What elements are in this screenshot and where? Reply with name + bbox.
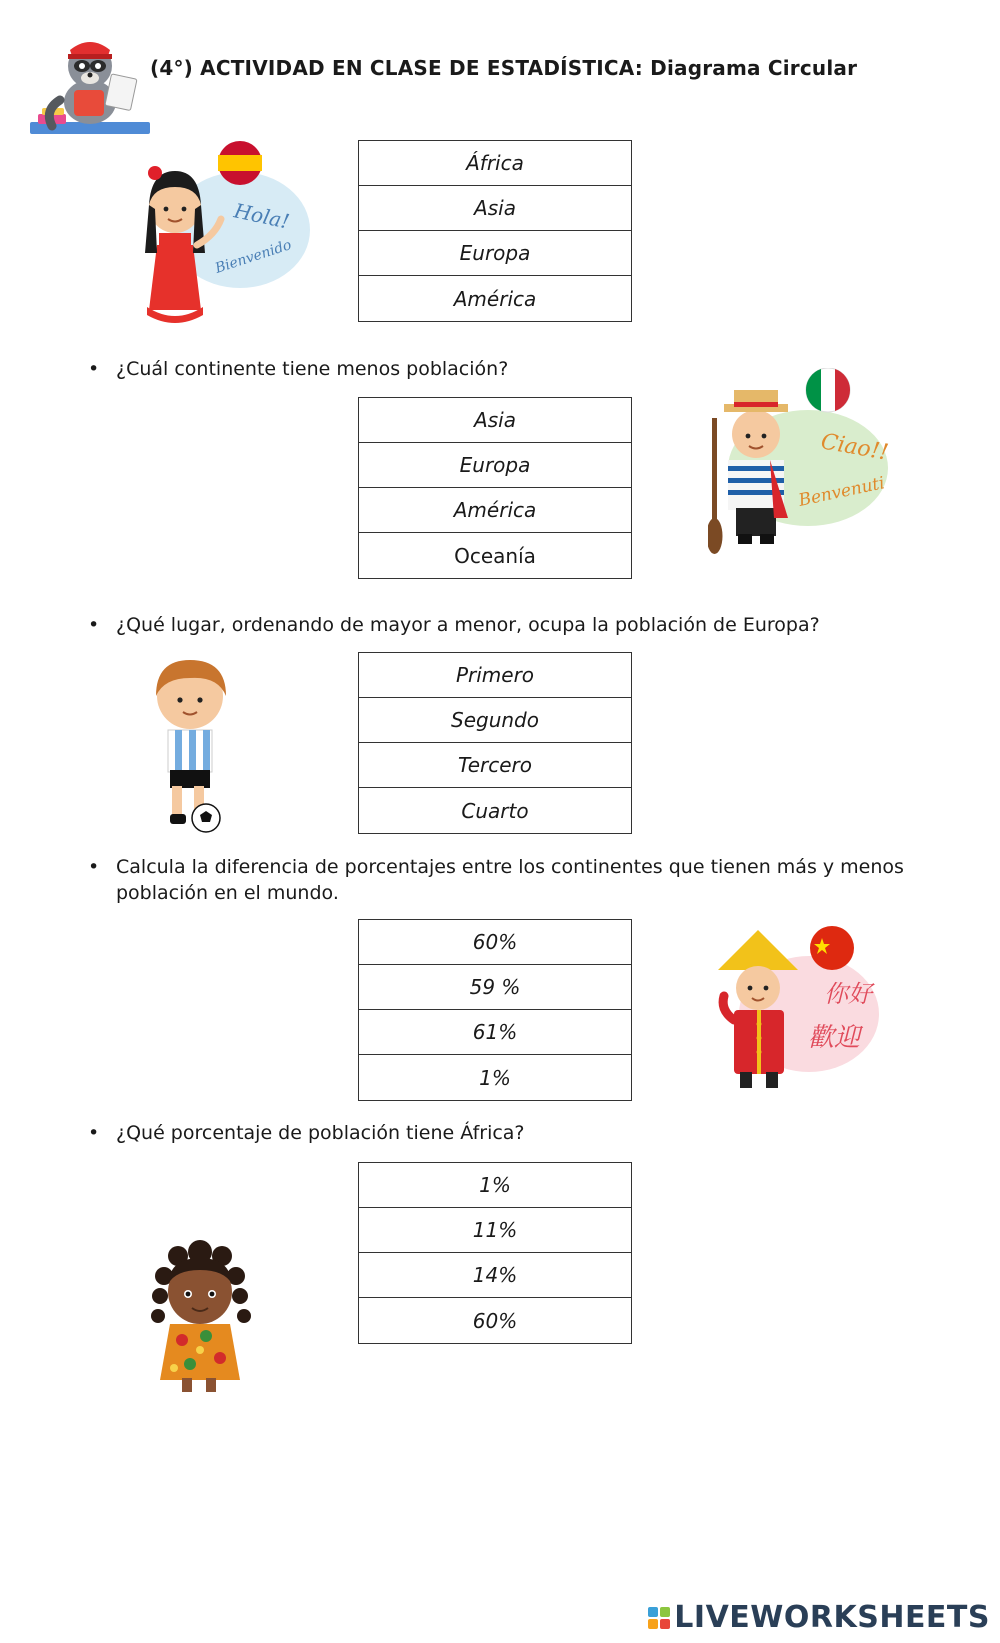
logo-square-green: [660, 1607, 670, 1617]
question-2-text: ¿Cuál continente tiene menos población?: [116, 358, 509, 380]
options-box-1: [358, 140, 632, 322]
italy-flag-icon: [806, 368, 850, 412]
liveworksheets-brand-text: LIVEWORKSHEETS: [674, 1600, 990, 1635]
option-1-4[interactable]: América: [453, 286, 537, 311]
question-5: [88, 1120, 938, 1146]
option-4-1[interactable]: 60%: [359, 920, 631, 965]
logo-square-orange: [648, 1619, 658, 1629]
option-2-3[interactable]: América: [359, 488, 631, 533]
raccoon-icon: [30, 30, 150, 140]
africa-girl-illustration: [140, 1240, 260, 1400]
logo-square-red: [660, 1619, 670, 1629]
china-flag-icon: [810, 926, 854, 970]
bullet: •: [88, 856, 100, 878]
options-box-5: [358, 1162, 632, 1344]
hola-greeting: Hola!: [231, 198, 292, 234]
logo-square-blue: [648, 1607, 658, 1617]
benvenuti-greeting: Benvenuti: [796, 473, 887, 511]
option-4-4[interactable]: 1%: [479, 1065, 511, 1090]
liveworksheets-footer[interactable]: [648, 1600, 990, 1635]
option-3-4[interactable]: Cuarto: [461, 798, 529, 823]
china-boy-illustration: [714, 924, 894, 1104]
option-3-3[interactable]: Tercero: [359, 743, 631, 788]
option-5-1[interactable]: 1%: [359, 1163, 631, 1208]
option-1-2[interactable]: Asia: [359, 186, 631, 231]
huanying-greeting: 歡迎: [808, 1023, 861, 1053]
bienvenido-greeting: Bienvenido: [213, 237, 294, 277]
option-2-2[interactable]: Europa: [359, 443, 631, 488]
bullet: •: [88, 614, 100, 636]
options-box-3: [358, 652, 632, 834]
option-5-4[interactable]: 60%: [472, 1308, 518, 1333]
option-3-2[interactable]: Segundo: [359, 698, 631, 743]
soccer-boy-illustration: [148, 656, 238, 836]
option-2-4[interactable]: Oceanía: [454, 543, 536, 568]
italy-boy-illustration: [708, 368, 908, 563]
options-box-2: [358, 397, 632, 579]
option-1-3[interactable]: Europa: [359, 231, 631, 276]
option-5-2[interactable]: 11%: [359, 1208, 631, 1253]
option-4-3[interactable]: 61%: [359, 1010, 631, 1055]
options-box-4: [358, 919, 632, 1101]
option-2-1[interactable]: Asia: [359, 398, 631, 443]
question-5-text: ¿Qué porcentaje de población tiene África?: [116, 1122, 525, 1144]
liveworksheets-logo-icon: [648, 1607, 670, 1629]
option-4-2[interactable]: 59 %: [359, 965, 631, 1010]
option-3-1[interactable]: Primero: [359, 653, 631, 698]
page-title: (4°) ACTIVIDAD EN CLASE DE ESTADÍSTICA: Diagrama Circular: [150, 56, 858, 80]
bullet: •: [88, 1122, 100, 1144]
question-3-text: ¿Qué lugar, ordenando de mayor a menor, ocupa la población de Europa?: [116, 614, 820, 636]
spain-flag-icon: [218, 141, 262, 185]
question-4-text: Calcula la diferencia de porcentajes entre los continentes que tienen más y menos población en el mundo.: [116, 856, 904, 904]
spain-girl-illustration: [135, 135, 310, 330]
option-1-1[interactable]: África: [359, 141, 631, 186]
raccoon-mascot-illustration: [30, 30, 150, 140]
nihao-greeting: 你好: [824, 980, 872, 1008]
ciao-greeting: Ciao!!: [818, 429, 891, 466]
question-3: [88, 612, 938, 638]
soccer-ball-icon: [192, 804, 220, 832]
option-5-3[interactable]: 14%: [359, 1253, 631, 1298]
bullet: •: [88, 358, 100, 380]
question-4: [88, 854, 938, 906]
